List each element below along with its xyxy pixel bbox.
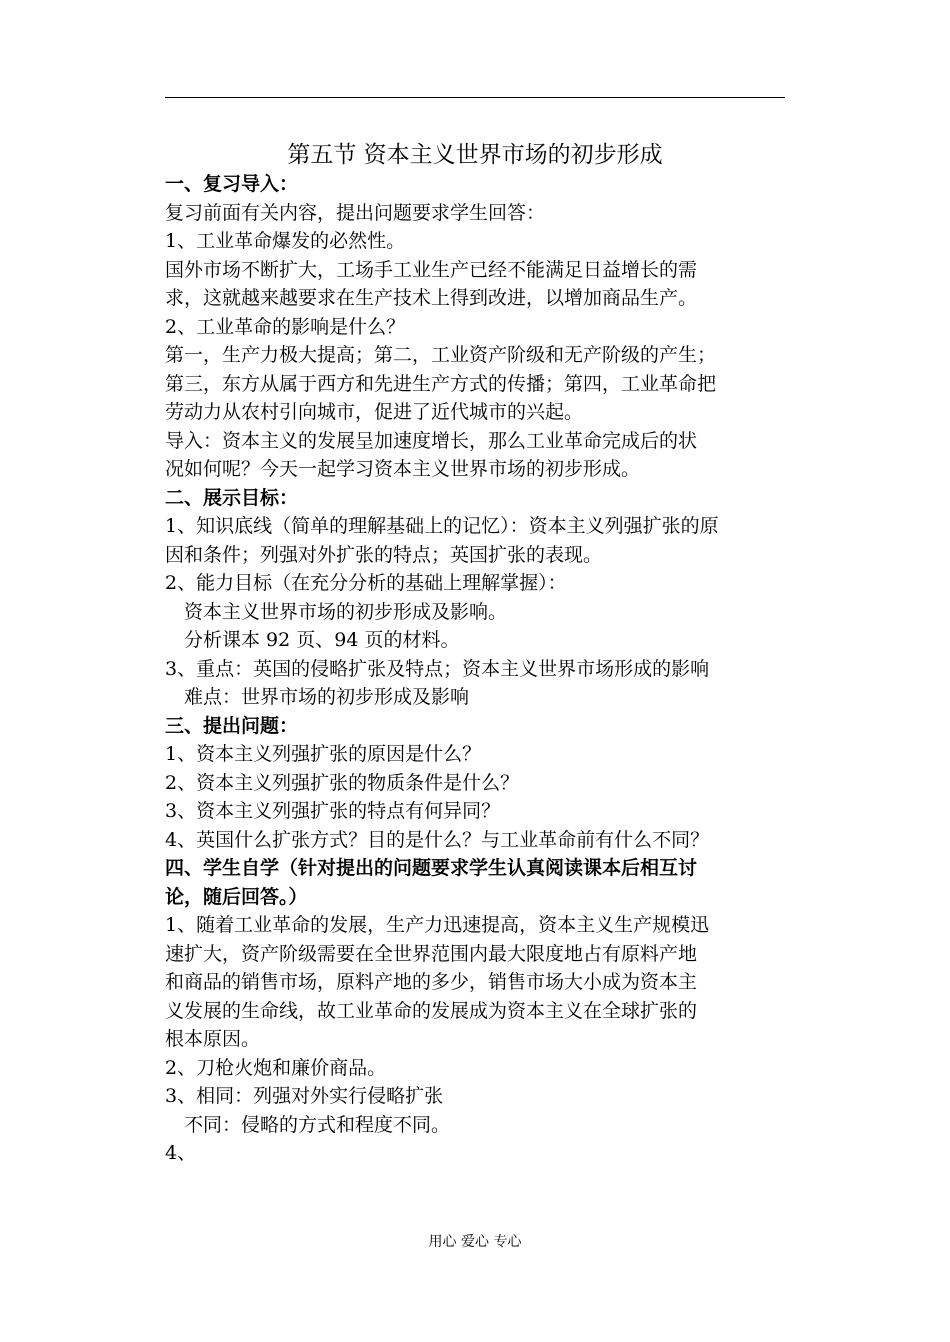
text-line: 3、相同：列强对外实行侵略扩张 [165, 1085, 444, 1107]
text-line: 2、工业革命的影响是什么？ [165, 315, 406, 338]
text-line: 1、随着工业革命的发展，生产力迅速提高，资本主义生产规模迅 [165, 914, 710, 936]
text-line: 分析课本 92 页、94 页的材料。 [184, 629, 460, 651]
text-line: 第三，东方从属于西方和先进生产方式的传播；第四，工业革命把 [165, 372, 717, 395]
section-heading: 二、展示目标： [165, 486, 299, 509]
text-line: 资本主义世界市场的初步形成及影响。 [184, 600, 508, 623]
text-line: 4、英国什么扩张方式？目的是什么？与工业革命前有什么不同？ [165, 828, 710, 851]
header-rule [165, 97, 785, 98]
text-line: 难点：世界市场的初步形成及影响 [184, 686, 470, 708]
text-line: 国外市场不断扩大，工场手工业生产已经不能满足日益增长的需 [165, 258, 698, 281]
text-line: 2、资本主义列强扩张的物质条件是什么？ [165, 771, 520, 794]
text-line: 1、知识底线（简单的理解基础上的记忆）：资本主义列强扩张的原 [165, 515, 719, 537]
text-line: 速扩大，资产阶级需要在全世界范围内最大限度地占有原料产地 [165, 942, 698, 965]
text-line: 第一，生产力极大提高；第二，工业资产阶级和无产阶级的产生； [165, 344, 717, 366]
section-heading: 论，随后回答。） [165, 885, 308, 908]
text-line: 导入：资本主义的发展呈加速度增长，那么工业革命完成后的状 [165, 429, 698, 452]
page-title: 第五节 资本主义世界市场的初步形成 [287, 142, 663, 168]
text-line: 义发展的生命线，故工业革命的发展成为资本主义在全球扩张的 [165, 999, 698, 1022]
section-heading: 三、提出问题： [165, 714, 299, 737]
text-line: 根本原因。 [165, 1028, 261, 1050]
text-line: 3、重点：英国的侵略扩张及特点；资本主义世界市场形成的影响 [165, 657, 710, 680]
text-line: 劳动力从农村引向城市，促进了近代城市的兴起。 [165, 401, 584, 423]
text-line: 1、工业革命爆发的必然性。 [165, 230, 406, 252]
text-line: 1、资本主义列强扩张的原因是什么？ [165, 743, 482, 765]
page-footer: 用心 爱心 专心 [428, 1234, 522, 1250]
text-line: 3、资本主义列强扩张的特点有何异同？ [165, 800, 501, 822]
text-line: 和商品的销售市场，原料产地的多少，销售市场大小成为资本主 [165, 971, 698, 993]
section-heading: 一、复习导入： [165, 173, 299, 195]
text-line: 因和条件；列强对外扩张的特点；英国扩张的表现。 [165, 543, 603, 566]
text-line: 求，这就越来越要求在生产技术上得到改进，以增加商品生产。 [165, 287, 698, 309]
text-line: 复习前面有关内容，提出问题要求学生回答： [165, 201, 546, 224]
text-line: 2、刀枪火炮和廉价商品。 [165, 1056, 387, 1079]
text-line: 4、 [165, 1142, 197, 1164]
text-line: 2、能力目标（在充分分析的基础上理解掌握）： [165, 572, 567, 594]
document-body [165, 170, 787, 1168]
text-line: 不同：侵略的方式和程度不同。 [184, 1113, 451, 1136]
text-line: 况如何呢？今天一起学习资本主义世界市场的初步形成。 [165, 458, 641, 480]
section-heading: 四、学生自学（针对提出的问题要求学生认真阅读课本后相互讨 [165, 857, 698, 879]
